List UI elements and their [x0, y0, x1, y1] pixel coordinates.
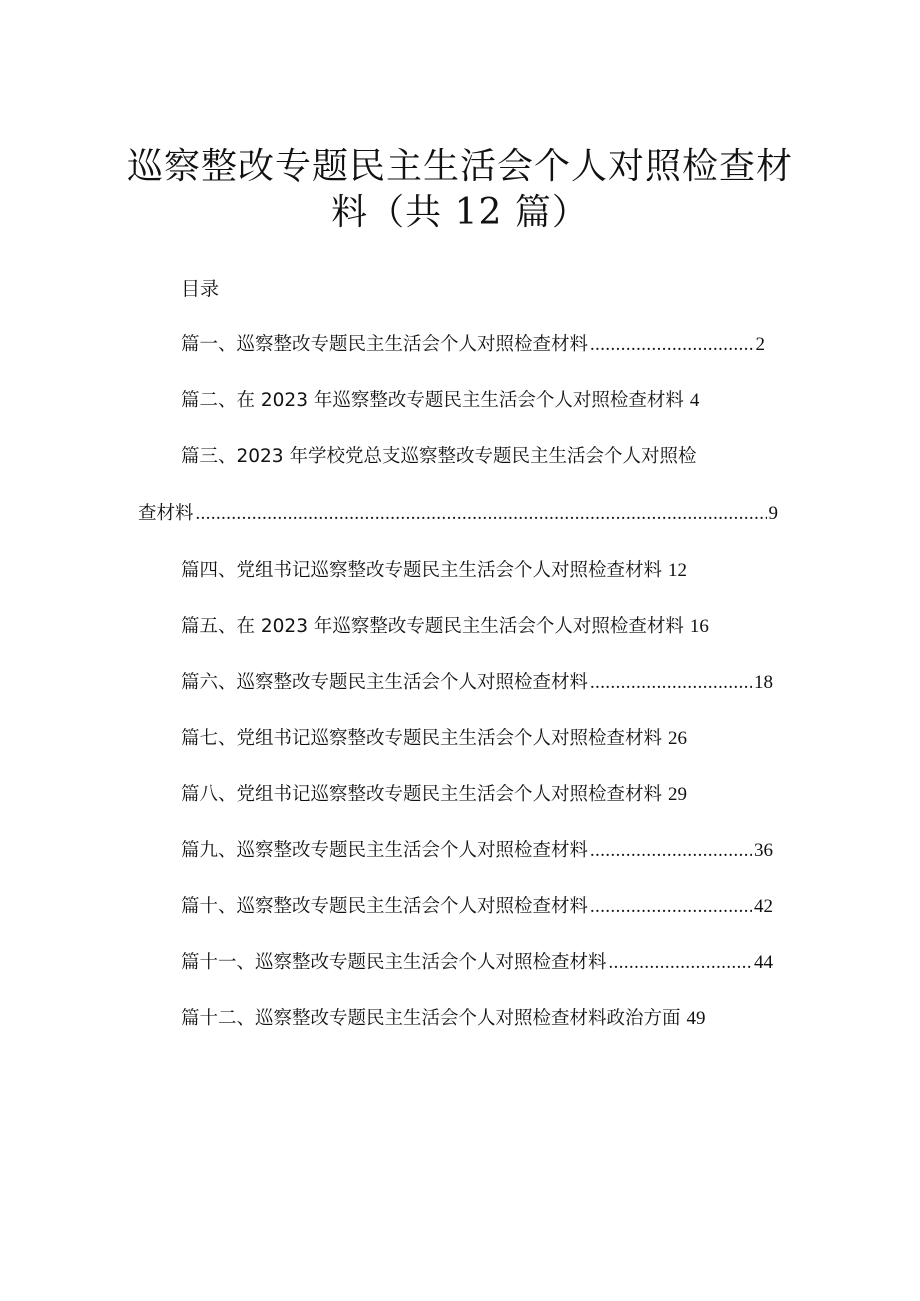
toc-leader-dots: [196, 504, 767, 525]
toc-leader-dots: [609, 953, 752, 974]
toc-entry-page: 18: [754, 672, 773, 693]
toc-entry-label: 篇四、党组书记巡察整改专题民主生活会个人对照检查材料: [181, 560, 663, 581]
toc-entry[interactable]: [181, 442, 696, 468]
toc-entry-label: 篇十一、巡察整改专题民主生活会个人对照检查材料: [181, 952, 607, 973]
toc-entry[interactable]: [181, 1004, 706, 1030]
toc-entry[interactable]: [181, 780, 687, 806]
toc-entry[interactable]: [181, 892, 773, 918]
toc-entry-label: 篇三、2023 年学校党总支巡察整改专题民主生活会个人对照检: [181, 446, 697, 467]
toc-entry-label: 篇九、巡察整改专题民主生活会个人对照检查材料: [181, 840, 589, 861]
toc-entry-label: 篇一、巡察整改专题民主生活会个人对照检查材料: [181, 334, 589, 355]
toc-entry-page: 16: [689, 616, 709, 637]
toc-entry-label: 篇十二、巡察整改专题民主生活会个人对照检查材料政治方面: [181, 1008, 681, 1029]
toc-entry[interactable]: [181, 330, 765, 356]
toc-entry-page: 42: [754, 896, 773, 917]
toc-entry-page: 49: [686, 1008, 706, 1029]
toc-leader-dots: [590, 841, 752, 862]
toc-entry-label: 篇七、党组书记巡察整改专题民主生活会个人对照检查材料: [181, 728, 663, 749]
toc-entry[interactable]: [181, 948, 773, 974]
toc-entry-label: 篇二、在 2023 年巡察整改专题民主生活会个人对照检查材料: [181, 390, 684, 411]
toc-entry[interactable]: [181, 556, 687, 582]
toc-entry[interactable]: [181, 724, 687, 750]
document-title-line-2: 料（共 12 篇）: [331, 192, 589, 233]
toc-entry-page: 26: [668, 728, 688, 749]
toc-entry[interactable]: [181, 386, 699, 412]
toc-leader-dots: [590, 673, 752, 694]
toc-leader-dots: [590, 335, 753, 356]
toc-entry-page: 9: [768, 503, 778, 524]
toc-entry-page: 2: [755, 334, 765, 355]
toc-entry-page: 12: [668, 560, 688, 581]
toc-leader-dots: [590, 897, 752, 918]
toc-entry-label: 篇五、在 2023 年巡察整改专题民主生活会个人对照检查材料: [181, 616, 684, 637]
toc-entry-page: 44: [754, 952, 773, 973]
toc-entry-label: 查材料: [138, 503, 194, 524]
toc-entry-label: 篇十、巡察整改专题民主生活会个人对照检查材料: [181, 896, 589, 917]
toc-entry-page: 29: [668, 784, 688, 805]
toc-heading: 目录: [181, 278, 220, 300]
toc-entry-page: 36: [754, 840, 773, 861]
toc-entry[interactable]: [181, 836, 773, 862]
toc-entry-page: 4: [689, 390, 700, 411]
toc-entry-continuation[interactable]: [138, 499, 778, 525]
toc-entry[interactable]: [181, 668, 773, 694]
toc-entry-label: 篇六、巡察整改专题民主生活会个人对照检查材料: [181, 672, 589, 693]
toc-entry[interactable]: [181, 612, 709, 638]
toc-entry-label: 篇八、党组书记巡察整改专题民主生活会个人对照检查材料: [181, 784, 663, 805]
document-title-line-1: 巡察整改专题民主生活会个人对照检查材: [126, 146, 793, 187]
